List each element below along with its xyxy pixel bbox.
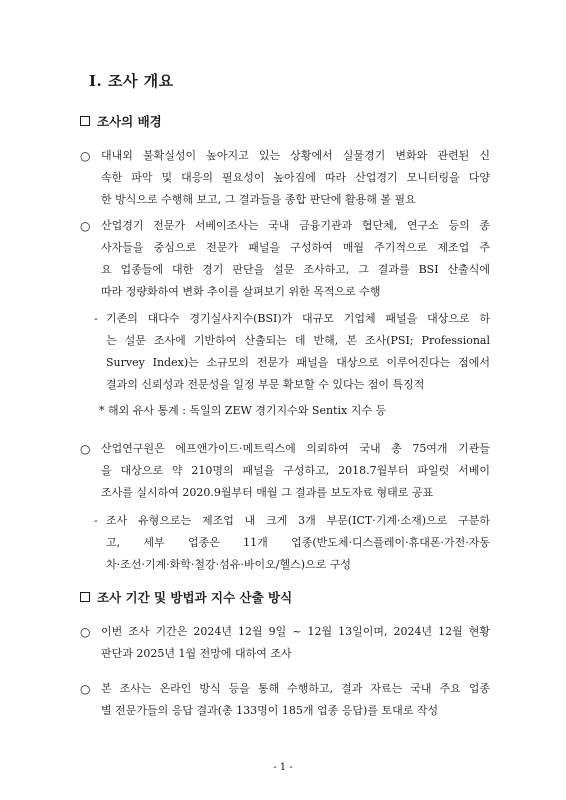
section-heading-background <box>80 112 162 130</box>
paragraph-line: 는 설문 조사에 기반하여 산출되는 데 반해, 본 조사(PSI; Professional <box>106 334 490 347</box>
circle-bullet-icon: ○ <box>80 682 91 696</box>
paragraph-line: 기존의 대다수 경기실사지수(BSI)가 대규모 기업체 패널을 대상으로 하 <box>106 312 490 325</box>
paragraph-line: 차·조선·기계·화학·철강·섬유·바이오/헬스)으로 구성 <box>106 558 351 571</box>
section-title: 조사의 배경 <box>97 114 162 129</box>
paragraph-line: 고, 세부 업종은 11개 업종(반도체·디스플레이·휴대폰·가전·자동 <box>106 536 490 549</box>
bullet-paragraph <box>80 215 490 303</box>
paragraph-line: 산업연구원은 에프앤가이드·메트릭스에 의뢰하여 국내 총 75여개 기관들 <box>101 442 490 455</box>
section-title: 조사 기간 및 방법과 지수 산출 방식 <box>97 590 293 605</box>
paragraph-line: 을 대상으로 약 210명의 패널을 구성하고, 2018.7월부터 파일럿 서베이 <box>101 464 490 477</box>
paragraph-line: 조사를 실시하여 2020.9월부터 매월 그 결과를 보도자료 형태로 공표 <box>101 486 434 499</box>
page-number: - 1 - <box>273 762 293 773</box>
dash-paragraph <box>94 308 490 396</box>
bullet-paragraph <box>80 678 490 722</box>
circle-bullet-icon: ○ <box>80 625 91 639</box>
paragraph-line: 요 업종들에 대한 경기 판단을 설문 조사하고, 그 결과를 BSI 산출식에 <box>101 263 490 276</box>
square-bullet-icon <box>80 116 90 126</box>
paragraph-line: Survey Index)는 소규모의 전문가 패널을 대상으로 이루어진다는 점에서 <box>106 356 490 369</box>
circle-bullet-icon: ○ <box>80 442 91 456</box>
circle-bullet-icon: ○ <box>80 149 91 163</box>
bullet-paragraph <box>80 438 490 504</box>
paragraph-line: 본 조사는 온라인 방식 등을 통해 수행하고, 결과 자료는 국내 주요 업종 <box>101 682 490 695</box>
paragraph-line: 따라 정량화하여 변화 추이를 살펴보기 위한 목적으로 수행 <box>101 285 381 298</box>
square-bullet-icon <box>80 592 90 602</box>
chapter-title: Ⅰ. 조사 개요 <box>89 72 174 90</box>
paragraph-line: 판단과 2025년 1월 전망에 대하여 조사 <box>101 647 292 660</box>
paragraph-line: 대내외 불확실성이 높아지고 있는 상황에서 실물경기 변화와 관련된 신 <box>101 149 490 162</box>
paragraph-line: 속한 파악 및 대응의 필요성이 높아짐에 따라 산업경기 모니터링을 다양 <box>101 171 490 184</box>
dash-bullet-icon: - <box>94 514 98 527</box>
bullet-paragraph <box>80 145 490 211</box>
section-heading-method <box>80 588 292 606</box>
footnote: * 해외 유사 통계 : 독일의 ZEW 경기지수와 Sentix 지수 등 <box>99 404 387 417</box>
paragraph-line: 이번 조사 기간은 2024년 12월 9일 ~ 12월 13일이며, 2024년 12월 현황 <box>101 625 490 638</box>
paragraph-line: 사자들을 중심으로 전문가 패널을 구성하여 매월 주기적으로 제조업 주 <box>101 241 490 254</box>
paragraph-line: 별 전문가들의 응답 결과(총 133명이 185개 업종 응답)를 토대로 작성 <box>101 704 439 717</box>
paragraph-line: 한 방식으로 수행해 보고, 그 결과들을 종합 판단에 활용해 볼 필요 <box>101 193 416 206</box>
paragraph-line: 산업경기 전문가 서베이조사는 국내 금융기관과 협단체, 연구소 등의 종 <box>101 219 490 232</box>
dash-bullet-icon: - <box>94 312 98 325</box>
dash-paragraph <box>94 510 490 576</box>
paragraph-line: 조사 유형으로는 제조업 내 크게 3개 부문(ICT·기계·소재)으로 구분하 <box>106 514 490 527</box>
bullet-paragraph <box>80 621 490 665</box>
paragraph-line: 결과의 신뢰성과 전문성을 일정 부문 확보할 수 있다는 점이 특징적 <box>106 378 425 391</box>
circle-bullet-icon: ○ <box>80 219 91 233</box>
